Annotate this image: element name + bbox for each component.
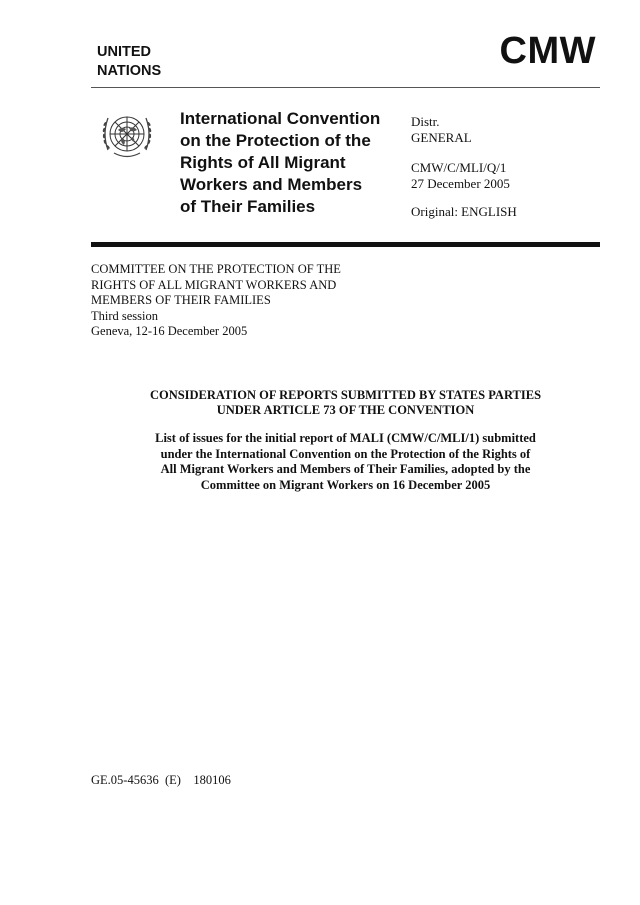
list-of-issues-title (91, 431, 600, 493)
committee-block (91, 262, 341, 340)
convention-title-line: of Their Families (180, 197, 316, 216)
convention-title-line: on the Protection of the (180, 131, 371, 150)
org-name (97, 43, 161, 81)
section-heading (91, 388, 600, 418)
section-heading-line: CONSIDERATION OF REPORTS SUBMITTED BY STATES PARTIES (149, 388, 542, 402)
original-language: Original: ENGLISH (411, 204, 517, 219)
un-emblem-icon (96, 104, 158, 166)
distribution-block (411, 114, 517, 220)
section-heading-line: UNDER ARTICLE 73 OF THE CONVENTION (216, 403, 475, 417)
document-symbol: CMW/C/MLI/Q/1 (411, 160, 507, 175)
convention-title-line: Rights of All Migrant (180, 153, 346, 172)
job-number: GE.05-45636 (E) 180106 (91, 773, 231, 787)
committee-line: COMMITTEE ON THE PROTECTION OF THE (91, 262, 341, 276)
document-series-symbol: CMW (499, 30, 596, 72)
convention-title-line: International Convention (180, 109, 381, 128)
issues-title-line: under the International Convention on the Protection of the Rights of (160, 446, 531, 461)
convention-title (180, 108, 400, 218)
venue-date-line: Geneva, 12-16 December 2005 (91, 324, 248, 338)
distr-label: Distr. (411, 114, 440, 129)
issues-title-line: All Migrant Workers and Members of Their Families, adopted by the (160, 462, 531, 476)
session-line: Third session (91, 308, 159, 323)
org-name-line1: UNITED (97, 44, 151, 60)
committee-line: RIGHTS OF ALL MIGRANT WORKERS AND (91, 277, 337, 292)
distr-value: GENERAL (411, 130, 472, 145)
org-name-line2: NATIONS (97, 63, 162, 79)
issues-title-line: List of issues for the initial report of MALI (CMW/C/MLI/1) submitted (155, 431, 536, 445)
document-date: 27 December 2005 (411, 176, 510, 191)
convention-title-line: Workers and Members (180, 175, 363, 194)
header-divider (91, 87, 600, 88)
title-divider (91, 242, 600, 247)
committee-line: MEMBERS OF THEIR FAMILIES (91, 293, 271, 307)
issues-title-line: Committee on Migrant Workers on 16 December 2005 (200, 477, 491, 492)
